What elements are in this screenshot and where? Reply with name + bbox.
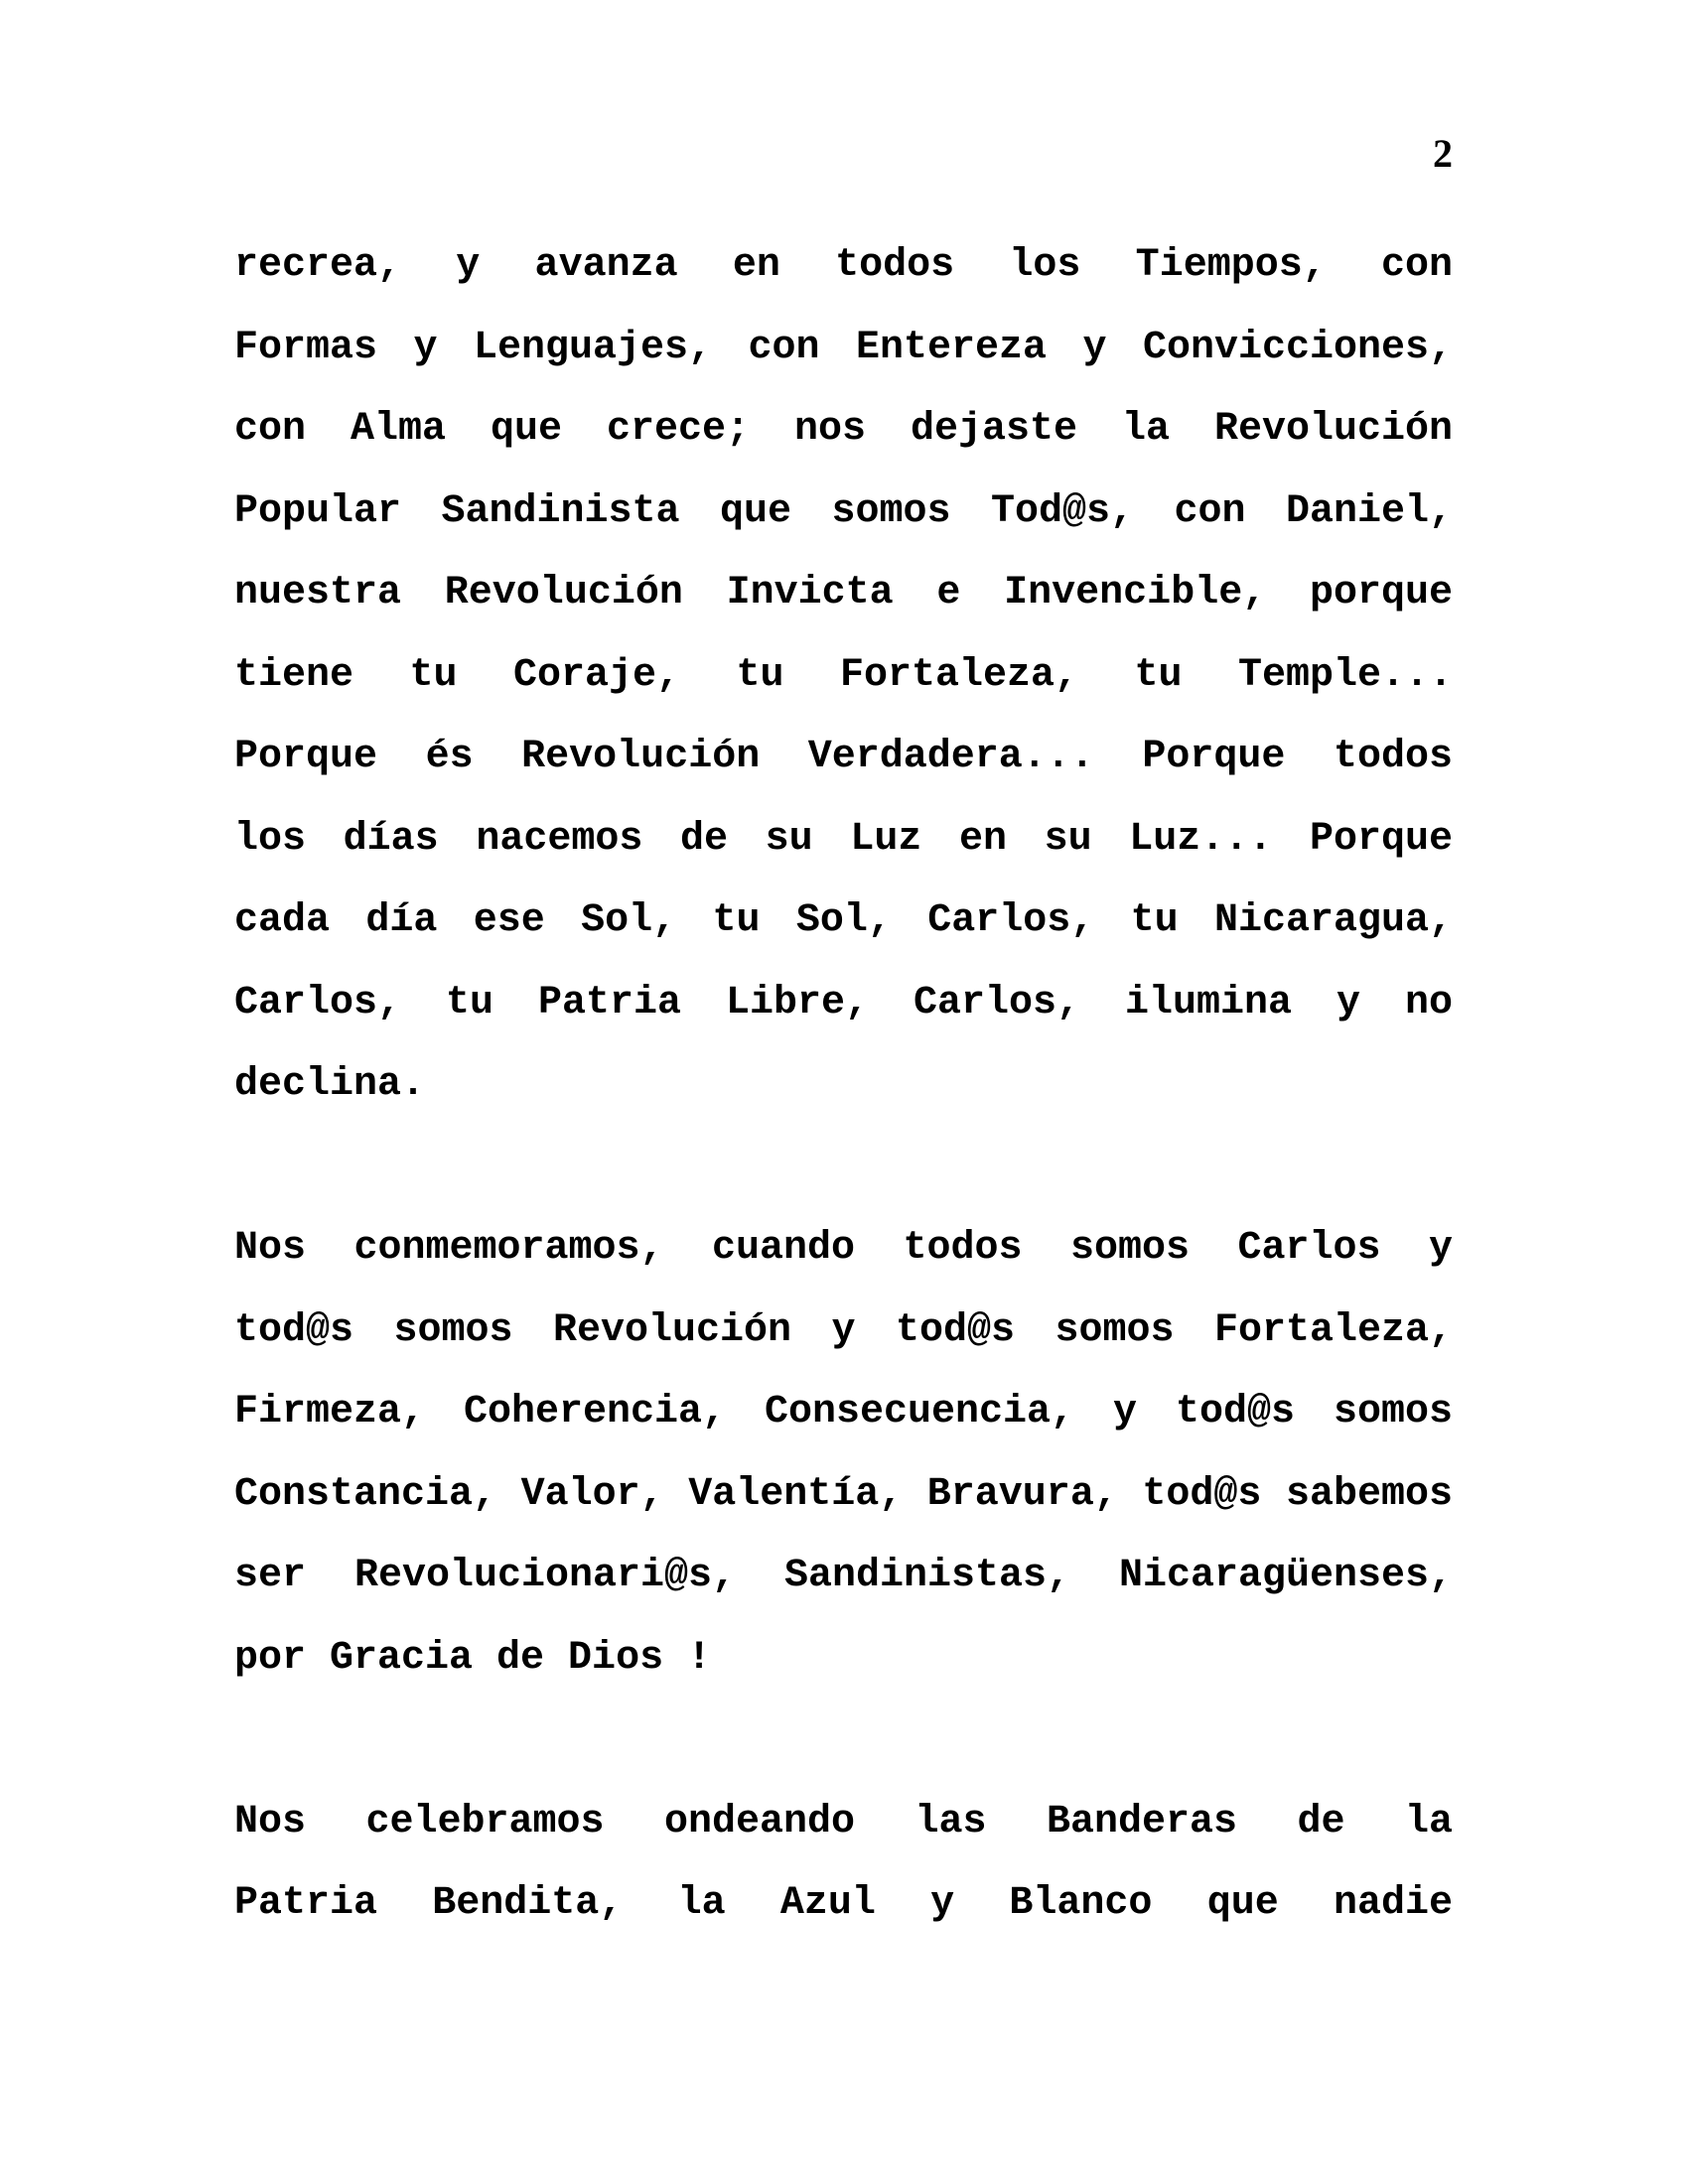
text-line: Firmeza, Coherencia, Consecuencia, y tod@s somos	[234, 1390, 1453, 1434]
text-line: Nos conmemoramos, cuando todos somos Carlos y	[234, 1226, 1453, 1271]
text-line: Carlos, tu Patria Libre, Carlos, ilumina y no	[234, 980, 1453, 1025]
document-body	[234, 225, 1453, 1946]
text-line: nuestra Revolución Invicta e Invencible, porque	[234, 571, 1453, 615]
text-line: tiene tu Coraje, tu Fortaleza, tu Temple...	[234, 652, 1453, 698]
text-line: los días nacemos de su Luz en su Luz... Porque	[234, 816, 1453, 862]
text-line: Constancia, Valor, Valentía, Bravura, tod@s sabemos	[234, 1471, 1453, 1517]
text-line: Patria Bendita, la Azul y Blanco que nadie	[234, 1881, 1453, 1926]
text-line: recrea, y avanza en todos los Tiempos, con	[234, 243, 1453, 288]
text-line: por Gracia de Dios !	[234, 1635, 712, 1681]
paragraph-break	[234, 1700, 1453, 1782]
text-line: Formas y Lenguajes, con Entereza y Convicciones,	[234, 325, 1453, 370]
text-line: declina.	[234, 1062, 426, 1107]
text-line: Nos celebramos ondeando las Banderas de la	[234, 1799, 1453, 1844]
paragraph-break	[234, 1127, 1453, 1209]
page-number: 2	[1433, 131, 1453, 176]
text-line: tod@s somos Revolución y tod@s somos Fortaleza,	[234, 1307, 1453, 1353]
text-line: Popular Sandinista que somos Tod@s, con Daniel,	[234, 488, 1453, 534]
text-line: Porque és Revolución Verdadera... Porque todos	[234, 735, 1453, 779]
text-line: ser Revolucionari@s, Sandinistas, Nicaragüenses,	[234, 1554, 1453, 1598]
text-line: cada día ese Sol, tu Sol, Carlos, tu Nicaragua,	[234, 898, 1453, 943]
text-line: con Alma que crece; nos dejaste la Revolución	[234, 407, 1453, 452]
